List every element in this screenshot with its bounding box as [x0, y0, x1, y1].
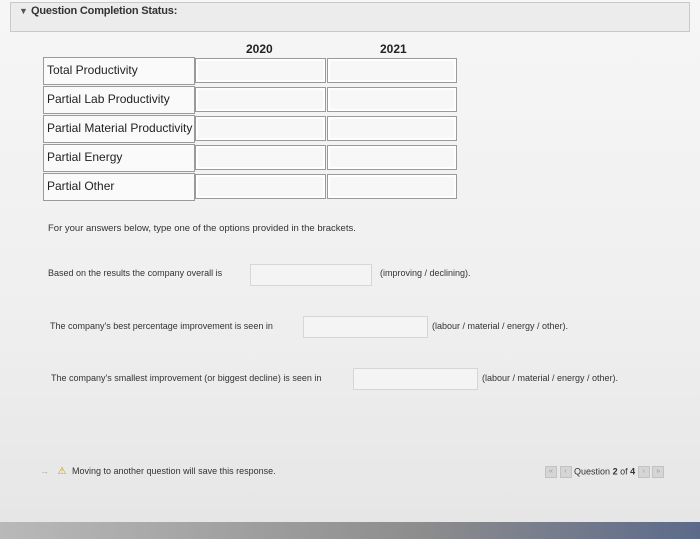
column-header-2020: 2020: [246, 42, 273, 56]
question-completion-status[interactable]: [10, 2, 690, 32]
input-2020-partial-other[interactable]: [195, 174, 326, 199]
row-label-partial-material-productivity: Partial Material Productivity: [43, 115, 195, 143]
input-2021-partial-material-productivity[interactable]: [327, 116, 457, 141]
column-header-2021: 2021: [380, 42, 407, 56]
input-2021-partial-energy[interactable]: [327, 145, 457, 170]
previous-question-icon[interactable]: ‹: [560, 466, 572, 478]
question-overall-hint: (improving / declining).: [380, 268, 471, 278]
save-warning: [40, 466, 276, 477]
input-2021-partial-other[interactable]: [327, 174, 457, 199]
input-2020-partial-energy[interactable]: [195, 145, 326, 170]
row-label-partial-energy: Partial Energy: [43, 144, 195, 172]
arrow-right-icon: →: [40, 466, 49, 476]
question-best-improvement-hint: (labour / material / energy / other).: [432, 321, 569, 331]
answer-instructions: For your answers below, type one of the options provided in the brackets.: [48, 223, 356, 234]
answer-best-improvement-input[interactable]: [303, 316, 428, 338]
question-navigation: [545, 466, 664, 478]
collapse-chevron-icon[interactable]: ▼: [19, 6, 28, 16]
next-question-icon[interactable]: ›: [638, 466, 650, 478]
row-label-total-productivity: Total Productivity: [43, 57, 195, 85]
question-counter: Question 2 of 4: [574, 466, 636, 477]
row-label-partial-lab-productivity: Partial Lab Productivity: [43, 86, 195, 114]
bottom-edge: [0, 522, 700, 539]
question-overall-text: Based on the results the company overall is: [48, 268, 223, 278]
first-question-icon[interactable]: «: [545, 466, 557, 478]
input-2020-partial-lab-productivity[interactable]: [195, 87, 326, 112]
input-2021-total-productivity[interactable]: [327, 58, 457, 83]
input-2020-partial-material-productivity[interactable]: [195, 116, 326, 141]
save-warning-text: Moving to another question will save this response.: [72, 466, 276, 476]
answer-overall-input[interactable]: [250, 264, 372, 286]
warning-icon: ⚠: [57, 466, 67, 477]
input-2021-partial-lab-productivity[interactable]: [327, 87, 457, 112]
question-best-improvement-text: The company's best percentage improvement is seen in: [50, 321, 273, 331]
row-label-partial-other: Partial Other: [43, 173, 195, 201]
completion-status-title: Question Completion Status:: [31, 5, 178, 17]
last-question-icon[interactable]: »: [652, 466, 664, 478]
answer-smallest-improvement-input[interactable]: [353, 368, 478, 390]
question-smallest-improvement-text: The company's smallest improvement (or biggest decline) is seen in: [51, 373, 322, 383]
question-smallest-improvement-hint: (labour / material / energy / other).: [482, 373, 619, 383]
input-2020-total-productivity[interactable]: [195, 58, 326, 83]
